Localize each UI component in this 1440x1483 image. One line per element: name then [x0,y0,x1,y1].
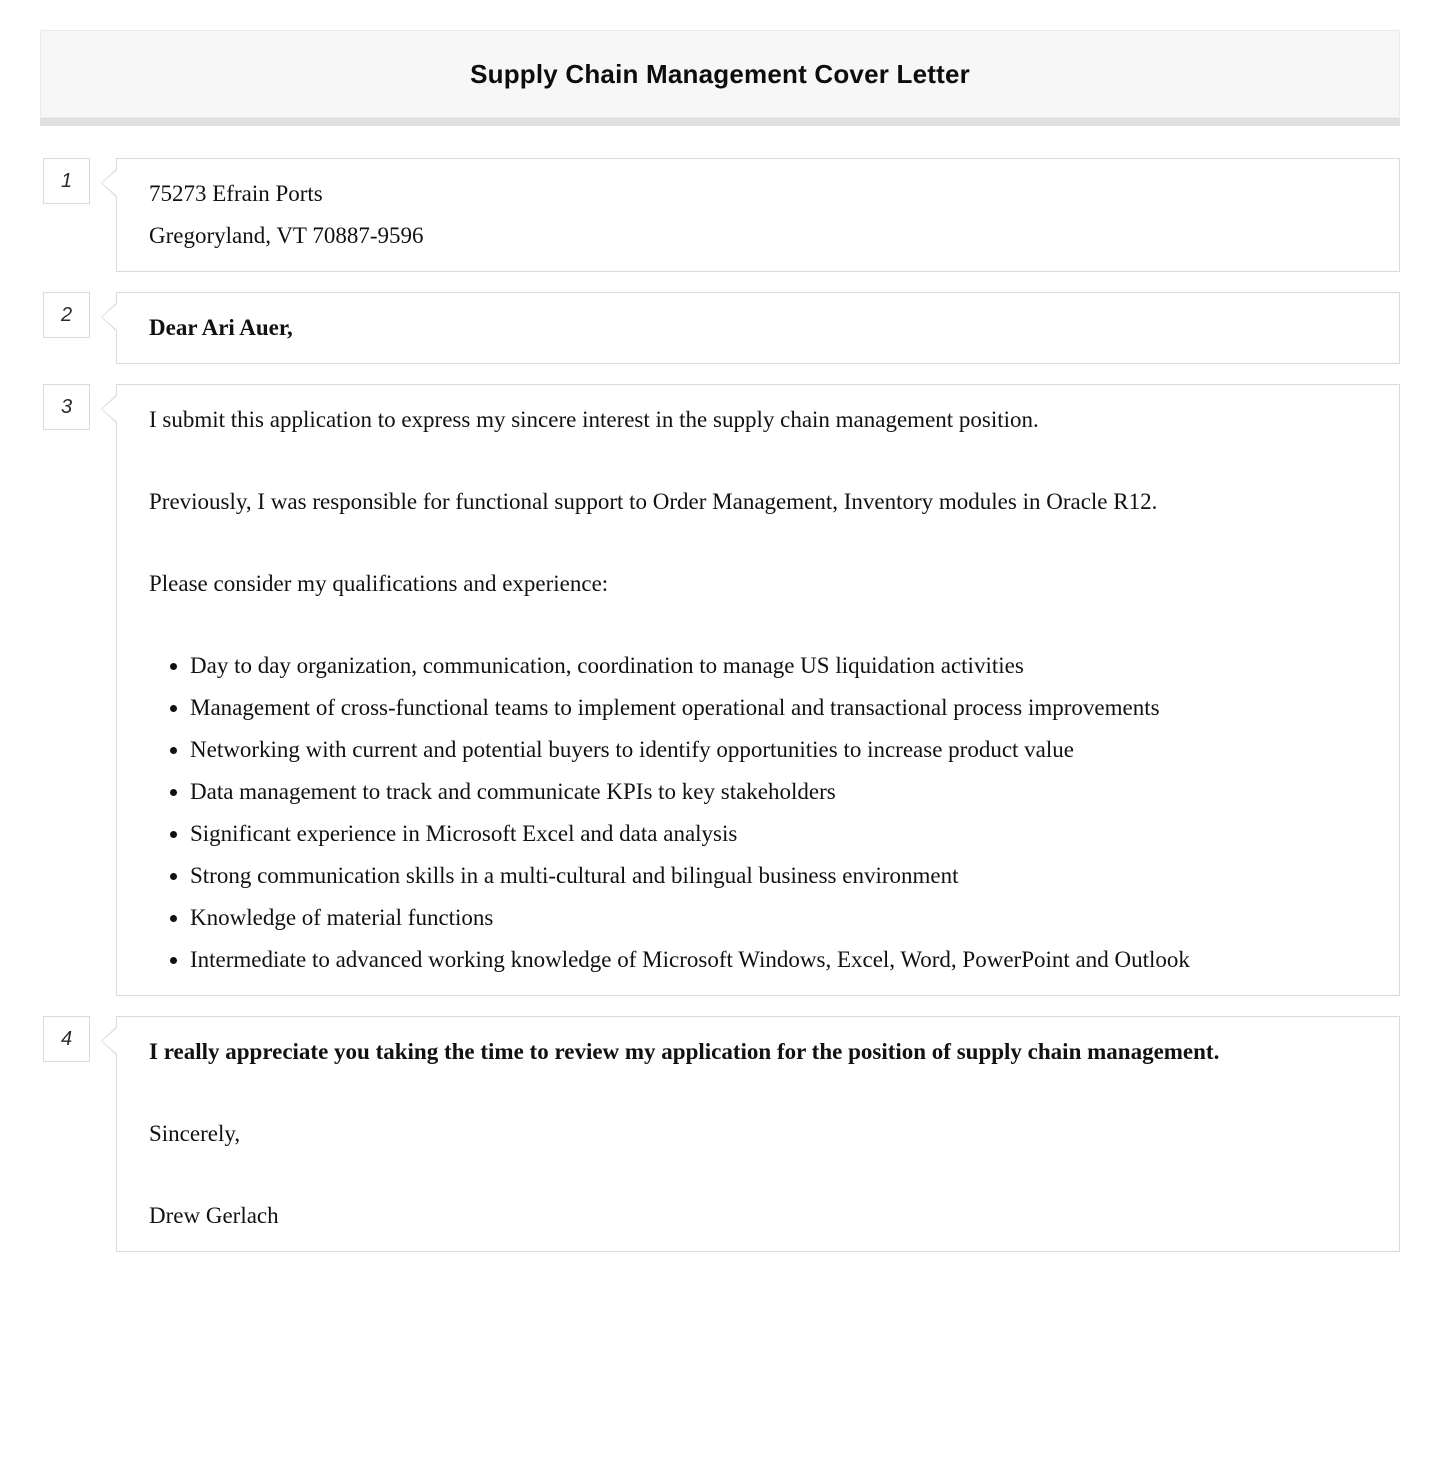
list-item: • Day to day organization, communication, coordination to manage US liquidation activities [190,645,1367,687]
section-number-badge [43,384,90,430]
signature-name: Drew Gerlach [149,1203,279,1228]
closing-section [43,1016,1400,1252]
qualifications-list [149,645,1367,981]
section-content-box [116,292,1400,364]
section-number: 3 [60,395,73,418]
section-content-box [116,384,1400,996]
section-number-badge [43,1016,90,1062]
greeting: Dear Ari Auer, [149,315,293,340]
sender-address [149,173,1367,257]
experience-paragraph: Previously, I was responsible for functional support to Order Management, Inventory modules in Oracle R12. [149,489,1158,514]
list-item: • Data management to track and communicate KPIs to key stakeholders [190,771,1367,813]
section-number-badge [43,158,90,204]
list-item: • Knowledge of material functions [190,897,1367,939]
list-item: • Management of cross-functional teams to implement operational and transactional process improvements [190,687,1367,729]
section-number: 4 [60,1027,73,1050]
section-number-badge [43,292,90,338]
section-number: 2 [60,303,73,326]
greeting-section [43,292,1400,364]
document-header [40,30,1400,118]
list-item: • Strong communication skills in a multi-cultural and bilingual business environment [190,855,1367,897]
letter-sections [43,158,1400,1312]
list-item: • Significant experience in Microsoft Excel and data analysis [190,813,1367,855]
intro-paragraph: I submit this application to express my sincere interest in the supply chain management position. [149,407,1039,432]
appreciation-paragraph: I really appreciate you taking the time to review my application for the position of supply chain management. [149,1039,1220,1064]
sender-address-section [43,158,1400,272]
sign-off: Sincerely, [149,1121,241,1146]
header-shadow-bar [40,118,1400,126]
address-line: Gregoryland, VT 70887-9596 [149,223,424,248]
list-item: • Networking with current and potential buyers to identify opportunities to increase product value [190,729,1367,771]
section-content-box [116,1016,1400,1252]
page-title: Supply Chain Management Cover Letter [470,58,970,89]
section-content-box [116,158,1400,272]
section-number: 1 [60,169,73,192]
body-section [43,384,1400,996]
qualifications-lead-in: Please consider my qualifications and experience: [149,571,609,596]
list-item: • Intermediate to advanced working knowledge of Microsoft Windows, Excel, Word, PowerPoint and Outlook [190,939,1367,981]
address-line: 75273 Efrain Ports [149,181,323,206]
